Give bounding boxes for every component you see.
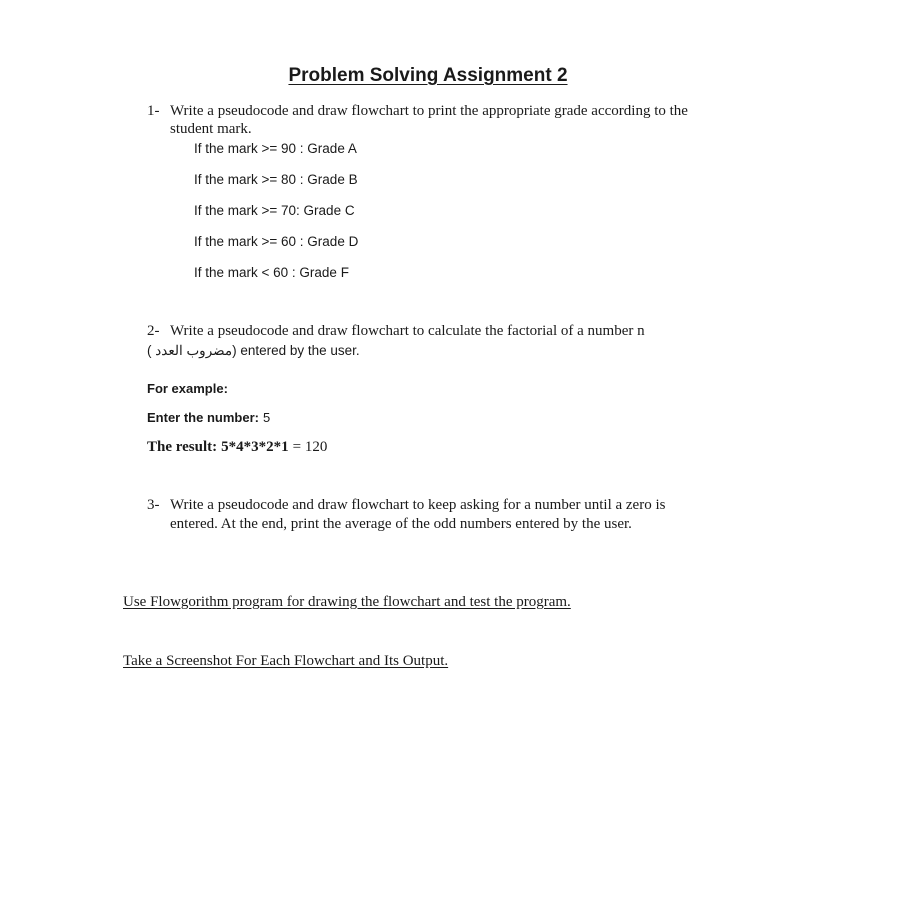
q2-result-label: The result: — [147, 439, 218, 455]
q3-line2: entered. At the end, print the average of the odd numbers entered by the user. — [170, 516, 632, 532]
q1-number: 1- — [147, 103, 160, 119]
q3-number: 3- — [147, 497, 160, 513]
q1-condition-a: If the mark >= 90 : Grade A — [194, 141, 357, 156]
q3-line1: Write a pseudocode and draw flowchart to keep asking for a number until a zero is — [170, 497, 666, 513]
note-flowgorithm: Use Flowgorithm program for drawing the flowchart and test the program. — [123, 594, 571, 610]
q2-arabic-term: (مضروب العدد ) — [147, 343, 237, 358]
page-title: Problem Solving Assignment 2 — [288, 65, 568, 86]
q2-result-expr: 5*4*3*2*1 — [221, 439, 289, 455]
q2-enter-label: Enter the number: — [147, 410, 259, 425]
q2-line1: Write a pseudocode and draw flowchart to calculate the factorial of a number n — [170, 323, 645, 339]
q1-condition-c: If the mark >= 70: Grade C — [194, 203, 355, 218]
q2-result-eq: = 120 — [292, 439, 328, 455]
q2-line2-rest: entered by the user. — [236, 343, 360, 358]
q2-enter-line — [147, 409, 270, 427]
q2-enter-value: 5 — [262, 410, 271, 425]
q2-result-line — [147, 438, 327, 456]
q1-condition-b: If the mark >= 80 : Grade B — [194, 172, 358, 187]
note-screenshot: Take a Screenshot For Each Flowchart and Its Output. — [123, 653, 449, 669]
q2-example-label: For example: — [147, 381, 228, 396]
q1-line2: student mark. — [170, 121, 252, 137]
q1-condition-d: If the mark >= 60 : Grade D — [194, 234, 359, 249]
q2-line2 — [147, 342, 360, 360]
q2-number: 2- — [147, 323, 160, 339]
q1-condition-f: If the mark < 60 : Grade F — [194, 265, 349, 280]
q1-line1: Write a pseudocode and draw flowchart to print the appropriate grade according to the — [170, 103, 688, 119]
